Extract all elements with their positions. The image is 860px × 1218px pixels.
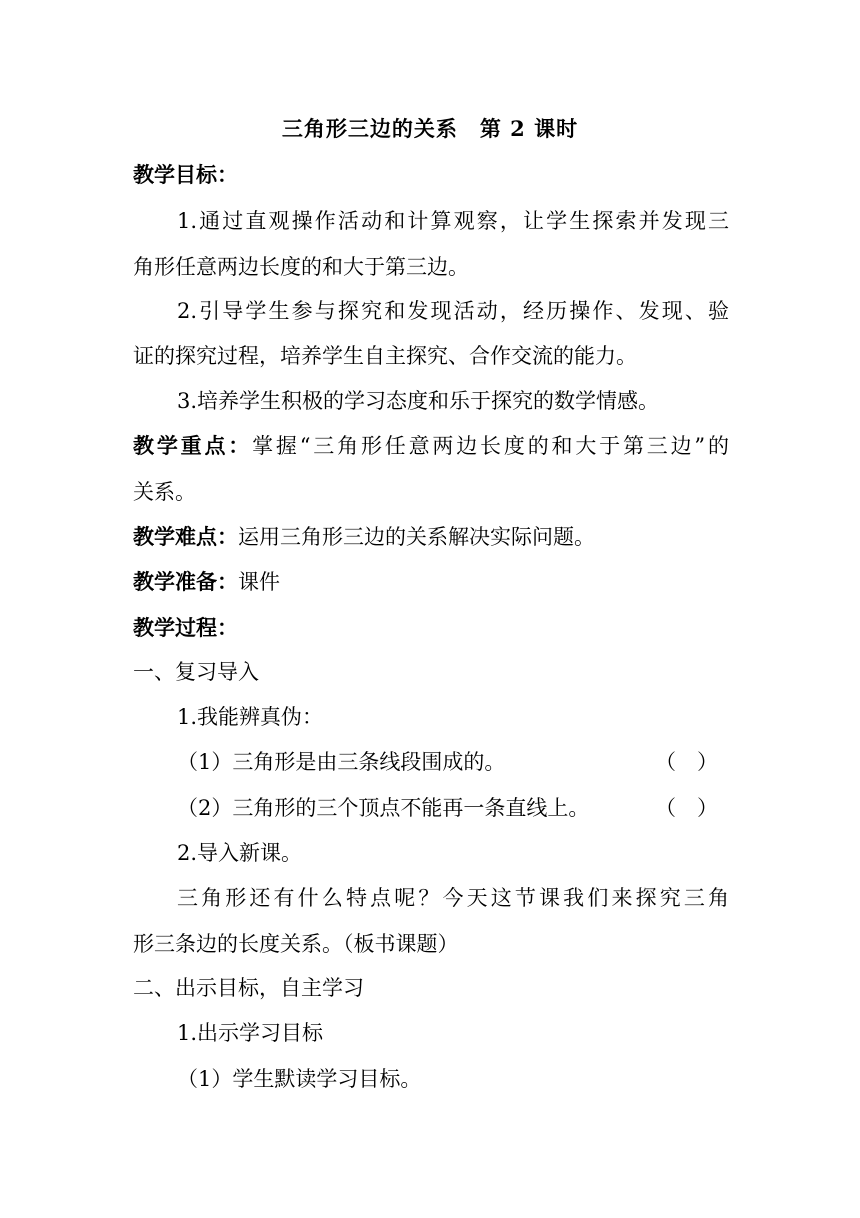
section-2-item-1: 1.出示学习目标 [177, 1021, 324, 1045]
key-point-line-2: 关系。 [133, 480, 196, 504]
difficulty-text: 运用三角形三边的关系解决实际问题。 [238, 525, 595, 549]
question-1: （1）三角形是由三条线段围成的。 [177, 750, 506, 774]
question-2: （2）三角形的三个顶点不能再一条直线上。 [177, 796, 590, 820]
objectives-heading: 教学目标： [133, 162, 238, 187]
key-point-line-1 [133, 431, 729, 461]
intro-paragraph-line-1: 三角形还有什么特点呢？今天这节课我们来探究三角 [177, 886, 729, 910]
section-2-sub-1: （1）学生默读学习目标。 [177, 1067, 422, 1091]
section-1-item-1: 1.我能辨真伪： [177, 705, 324, 729]
objective-2-line-2: 证的探究过程，培养学生自主探究、合作交流的能力。 [133, 344, 637, 368]
difficulty-line [133, 522, 595, 552]
objective-2-line-1: 2.引导学生参与探究和发现活动，经历操作、发现、验 [177, 299, 729, 323]
question-1-answer-blank: （ ） [655, 750, 718, 774]
process-heading: 教学过程： [133, 615, 238, 640]
preparation-line [133, 567, 280, 597]
objective-1-line-1: 1.通过直观操作活动和计算观察，让学生探索并发现三 [177, 209, 729, 233]
key-point-label: 教学重点： [133, 433, 253, 458]
difficulty-label: 教学难点： [133, 524, 238, 549]
intro-paragraph-line-2: 形三条边的长度关系。（板书课题） [133, 932, 459, 956]
preparation-text: 课件 [238, 570, 280, 594]
section-2-title: 二、出示目标，自主学习 [133, 976, 364, 1000]
key-point-text: 掌握“三角形任意两边长度的和大于第三边”的 [252, 434, 729, 458]
question-2-answer-blank: （ ） [655, 796, 718, 820]
document-title: 三角形三边的关系 第 2 课时 [281, 116, 579, 141]
section-1-title: 一、复习导入 [133, 660, 259, 684]
section-1-item-2: 2.导入新课。 [177, 841, 303, 865]
objective-3-line-1: 3.培养学生积极的学习态度和乐于探究的数学情感。 [177, 389, 660, 413]
objective-1-line-2: 角形任意两边长度的和大于第三边。 [133, 255, 469, 279]
preparation-label: 教学准备： [133, 569, 238, 594]
